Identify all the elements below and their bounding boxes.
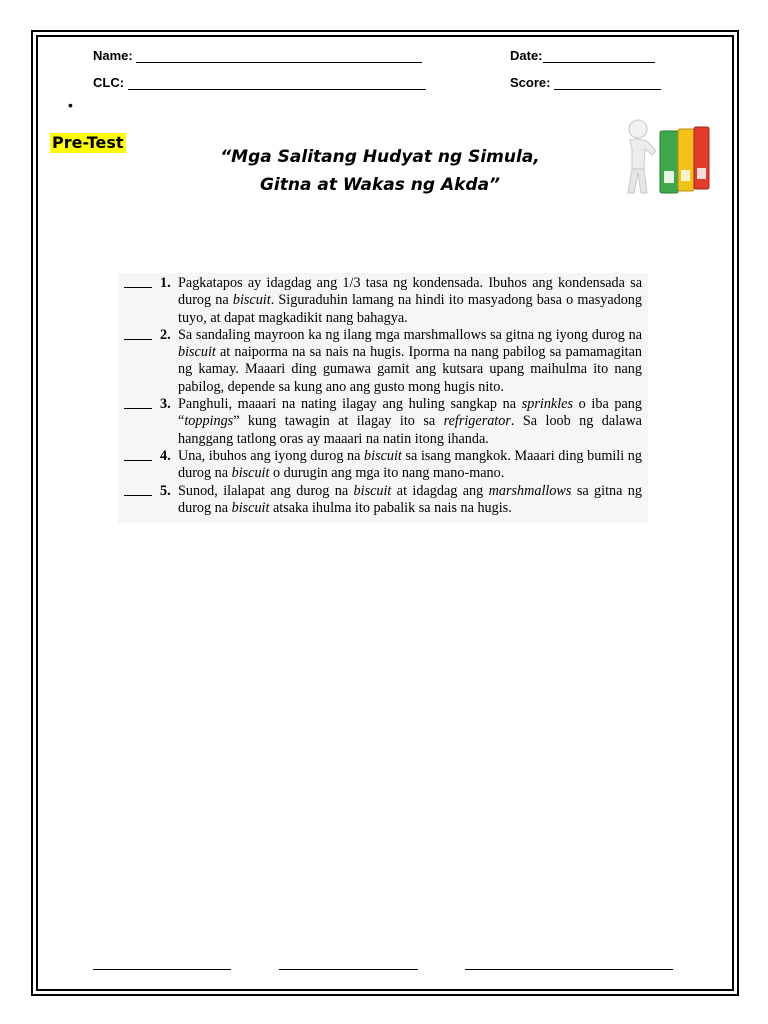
footer-signature-line-3: [465, 969, 673, 970]
text-segment: Sa sandaling mayroon ka ng ilang mga marshmallows sa gitna ng iyong durog na: [178, 326, 642, 343]
text-segment: . Sa loob ng dalawa hanggang tatlong oras ay maaari na natin itong ihanda.: [178, 413, 642, 447]
text-segment: . Siguraduhin lamang na hindi ito masyadong basa o masyadong tuyo, at dapat magkadikit nang bahagya.: [178, 292, 642, 326]
pretest-label: Pre-Test: [52, 133, 124, 152]
binders-icon: [660, 127, 709, 193]
instruction-items-block: [118, 273, 648, 523]
text-segment: at naiporma na sa nais na hugis. Iporma na nang pabilog sa pamamagitan ng kamay. Maaari ding gumawa gamit ang kutsara upang maihulma ito nang pabilog, depende sa kung ano ang gusto mong hugis nito.: [178, 344, 642, 395]
italic-term: refrigerator: [443, 413, 511, 430]
worksheet-title-line-2: Gitna at Wakas ng Akda”: [259, 175, 501, 195]
score-label: Score:: [510, 75, 551, 90]
clc-label: CLC:: [93, 75, 125, 90]
item-number: 4.: [160, 447, 171, 464]
answer-blank[interactable]: [124, 396, 152, 409]
item-number: 2.: [160, 326, 171, 343]
list-item: [124, 483, 642, 518]
worksheet-title-line-1: “Mga Salitang Hudyat ng Simula,: [220, 147, 540, 167]
item-text: [178, 275, 642, 327]
text-segment: o iba pang “: [178, 396, 642, 430]
text-segment: Sunod, ilalapat ang durog na: [178, 482, 354, 499]
score-line[interactable]: [554, 76, 661, 90]
clc-line[interactable]: [128, 76, 426, 90]
list-item: [124, 396, 642, 448]
list-item: [124, 448, 642, 483]
text-segment: Panghuli, maaari na nating ilagay ang huling sangkap na: [178, 396, 522, 413]
italic-term: biscuit: [231, 465, 270, 482]
italic-term: biscuit: [353, 482, 392, 499]
text-segment: at idagdag ang: [391, 482, 489, 499]
answer-blank[interactable]: [124, 327, 152, 340]
text-segment: Una, ibuhos ang iyong durog na: [178, 447, 365, 464]
text-segment: ” kung tawagin at ilagay ito sa: [233, 413, 444, 430]
item-text: [178, 396, 642, 448]
person-figure-icon: [628, 120, 656, 193]
list-item: [124, 275, 642, 327]
italic-term: marshmallows: [488, 482, 572, 499]
score-field[interactable]: [510, 75, 661, 90]
name-line[interactable]: [136, 49, 422, 63]
item-number: 5.: [160, 482, 171, 499]
item-text: [178, 448, 642, 483]
text-segment: Pagkatapos ay idagdag ang 1/3 tasa ng kondensada. Ibuhos ang kondensada sa durog na: [178, 275, 642, 309]
date-line[interactable]: [543, 49, 655, 63]
item-number: 3.: [160, 396, 171, 413]
name-label: Name:: [93, 48, 133, 63]
italic-term: biscuit: [231, 499, 270, 516]
text-segment: atsaka ihulma ito pabalik sa nais na hugis.: [269, 499, 512, 516]
text-segment: sa isang mangkok. Maaari ding bumili ng durog na: [178, 447, 642, 482]
person-with-binders-icon: [618, 115, 718, 205]
footer-signature-line-2: [279, 969, 418, 970]
footer-signature-line-1: [93, 969, 231, 970]
italic-term: biscuit: [178, 344, 216, 361]
italic-term: sprinkles: [521, 396, 573, 413]
item-text: [178, 483, 642, 518]
bullet: •: [68, 97, 73, 113]
item-text: [178, 327, 642, 396]
italic-term: toppings: [184, 413, 234, 430]
item-number: 1.: [160, 275, 171, 291]
italic-term: biscuit: [364, 447, 402, 464]
date-label: Date:: [510, 48, 543, 63]
answer-blank[interactable]: [124, 275, 152, 288]
answer-blank[interactable]: [124, 483, 152, 496]
name-field[interactable]: [93, 48, 422, 63]
answer-blank[interactable]: [124, 448, 152, 461]
text-segment: sa gitna ng durog na: [178, 482, 642, 516]
list-item: [124, 327, 642, 396]
date-field[interactable]: [510, 48, 655, 63]
clc-field[interactable]: [93, 75, 426, 90]
text-segment: o durugin ang mga ito nang mano-mano.: [269, 465, 505, 482]
italic-term: biscuit: [232, 292, 271, 309]
